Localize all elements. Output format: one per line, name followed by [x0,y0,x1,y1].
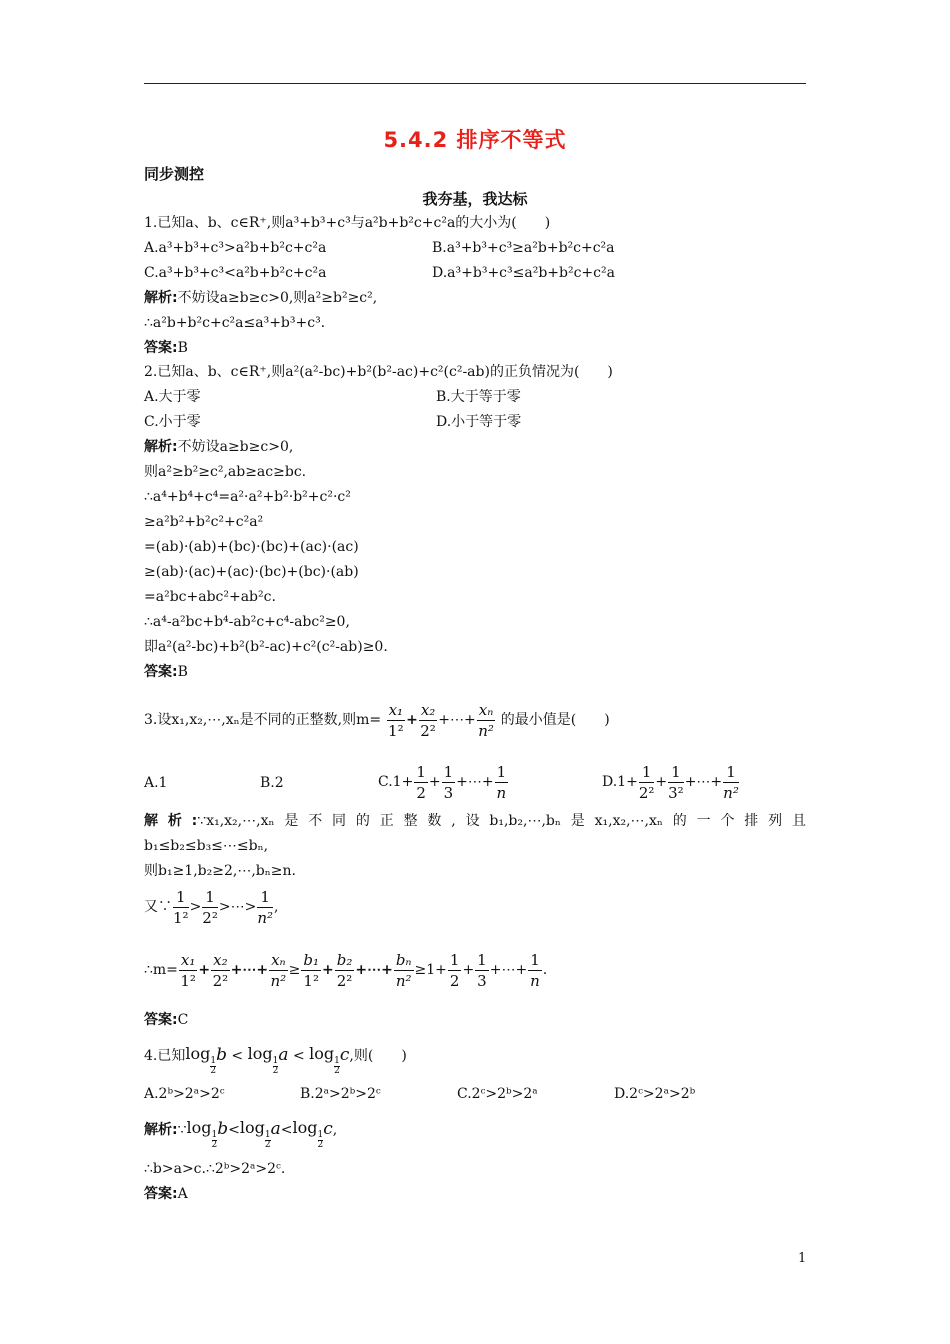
q2-analysis-line: ≥(ab)·(ac)+(ac)·(bc)+(bc)·(ab) [144,564,359,580]
q3-analysis-line: b₁≤b₂≤b₃≤⋯≤bₙ, [144,838,269,854]
q2-analysis-line: 即a²(a²-bc)+b²(b²-ac)+c²(c²-ab)≥0. [144,639,388,655]
q3-option-b: B.2 [260,775,284,791]
fraction: $\frac{\text{x₁}}{\text{1²}}$ [388,700,404,740]
q3-option-c: C.1+ $\frac{1}{2}$ + $\frac{1}{3}$ +⋯+ $\frac{1}{n}$ [378,762,507,802]
q2-option-d: D.小于等于零 [436,414,522,430]
fraction: $\frac{\text{xₙ}}{\text{n²}}$ [478,700,494,740]
q4-option-c: C.2ᶜ>2ᵇ>2ᵃ [457,1086,538,1102]
page-title: 5.4.2 排序不等式 [383,128,567,152]
q2-answer: 答案:B [144,664,188,680]
q3-analysis-line: 则b₁≥1,b₂≥2,⋯,bₙ≥n. [144,863,296,879]
q2-analysis-line: 解析:不妨设a≥b≥c>0, [144,439,294,455]
q4-analysis-line: ∴b>a>c.∴2ᵇ>2ᵃ>2ᶜ. [144,1161,286,1177]
q2-analysis-line: ∴a⁴+b⁴+c⁴=a²·a²+b²·b²+c²·c² [144,489,351,505]
page-number: 1 [798,1251,807,1266]
q1-analysis-line: 解析:不妨设a≥b≥c>0,则a²≥b²≥c², [144,290,378,306]
q1-analysis-line: ∴a²b+b²c+c²a≤a³+b³+c³. [144,315,326,331]
q1-stem: 1.已知a、b、c∈R⁺,则a³+b³+c³与a²b+b²c+c²a的大小为( ) [144,215,551,231]
q2-analysis-line: 则a²≥b²≥c²,ab≥ac≥bc. [144,464,307,480]
q1-option-a: A.a³+b³+c³>a²b+b²c+c²a [144,240,327,256]
q4-option-d: D.2ᶜ>2ᵃ>2ᵇ [614,1086,696,1102]
q2-stem: 2.已知a、b、c∈R⁺,则a²(a²-bc)+b²(b²-ac)+c²(c²-ab)的正负情况为( ) [144,364,613,380]
q3-option-d: D.1+ $\frac{1}{\text{2²}}$ + $\frac{1}{\text{3²}}$ +⋯+ $\frac{1}{\text{n²}}$ [602,762,739,802]
fraction: $\frac{\text{x₂}}{\text{2²}}$ [420,700,436,740]
q4-stem: 4.已知log $\frac{1}{2}$ b < log $\frac{1}{2}$ a < log $\frac{1}{2}$ c,则( ) [144,1044,407,1076]
q1-option-c: C.a³+b³+c³<a²b+b²c+c²a [144,265,327,281]
q2-option-c: C.小于零 [144,414,201,430]
q4-option-a: A.2ᵇ>2ᵃ>2ᶜ [144,1086,225,1102]
q3-answer: 答案:C [144,1012,189,1028]
q3-analysis-inequality: 又∵ $\frac{1}{\text{1²}}$ > $\frac{1}{\text{2²}}$ >⋯> $\frac{1}{\text{n²}}$ , [144,887,279,927]
q4-analysis-line: 解析:∵log $\frac{1}{2}$ b<log $\frac{1}{2}$ a<log $\frac{1}{2}$ c, [144,1118,338,1150]
header-rule [144,83,806,84]
section-heading: 同步测控 [144,165,205,183]
q2-option-a: A.大于零 [144,389,201,405]
q2-analysis-line: ∴a⁴-a²bc+b⁴-ab²c+c⁴-abc²≥0, [144,614,350,630]
q3-analysis-line: 解析:∵x₁,x₂,⋯,xₙ是不同的正整数,设b₁,b₂,⋯,bₙ是x₁,x₂,⋯,xₙ的一个排列且 [144,813,806,829]
q3-analysis-conclusion: ∴m= $\frac{\text{x₁}}{\text{1²}}$ + $\frac{\text{x₂}}{\text{2²}}$ +⋯+ $\frac{\text{xₙ}}{\text{n²}}$ ≥ $\frac{\text{b₁}}{\text{1²}}$ + $\frac{\text{b₂}}{\text{2²}}$ +⋯+ $\frac{\text{bₙ}}{\text{n²}}$ ≥1+ $\frac{1}{2}$ + $\frac{1}{3}$ +⋯+ $\frac{1}{n}$ . [144,950,548,990]
q2-analysis-line: =(ab)·(ab)+(bc)·(bc)+(ac)·(ac) [144,539,359,555]
analysis-label: 解析: [144,290,178,306]
q2-analysis-line: =a²bc+abc²+ab²c. [144,589,276,605]
q1-option-d: D.a³+b³+c³≤a²b+b²c+c²a [432,265,615,281]
q4-option-b: B.2ᵃ>2ᵇ>2ᶜ [300,1086,381,1102]
q4-answer: 答案:A [144,1186,188,1202]
q1-option-b: B.a³+b³+c³≥a²b+b²c+c²a [432,240,615,256]
q1-answer: 答案:B [144,340,188,356]
q3-option-a: A.1 [144,775,168,791]
q2-analysis-line: ≥a²b²+b²c²+c²a² [144,514,264,530]
q3-stem: 3.设x₁,x₂,⋯,xₙ是不同的正整数,则m= $\frac{\text{x₁}}{\text{1²}}$ + $\frac{\text{x₂}}{\text{2²}}$ +⋯+ $\frac{\text{xₙ}}{\text{n²}}$ 的最小值是( ) [144,700,610,740]
subtitle: 我夯基，我达标 [422,190,528,208]
q2-option-b: B.大于等于零 [436,389,521,405]
